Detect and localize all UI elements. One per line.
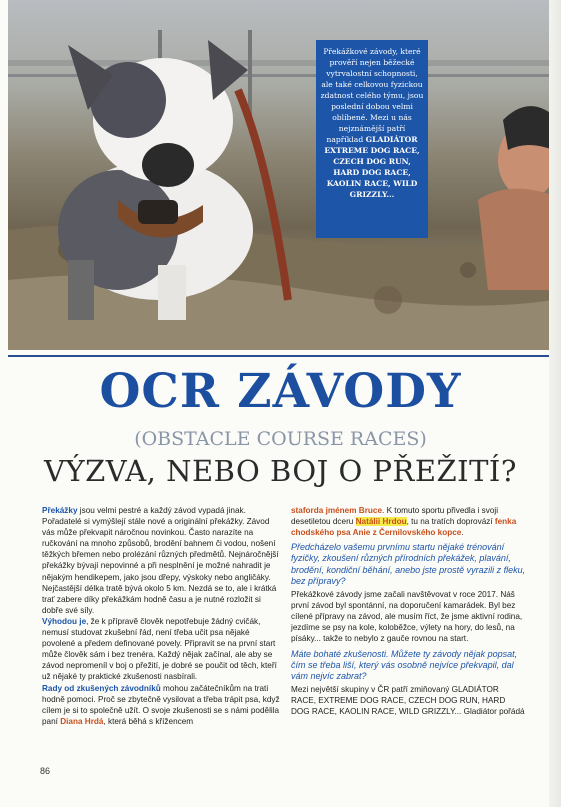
infobox — [316, 40, 428, 238]
paragraph-advantage — [42, 616, 282, 683]
question-1: Předcházelo vašemu prvnímu startu nějaké trénování fyzičky, zkoušení různých přírodních překážek, plavání, brodění, kondiční běhání, anebo jste prostě vyrazili z fleku, bez přípravy? — [291, 542, 526, 586]
lead-obstacles: Překážky — [42, 506, 78, 515]
lead-advice: Rady od zkušených závodníků — [42, 683, 161, 693]
paragraph-obstacles — [42, 505, 282, 616]
name-natalie: Natálii Hrdou — [355, 517, 407, 527]
page-number: 86 — [40, 766, 51, 776]
text-obstacles: jsou velmi pestré a každý závod vypadá jinak. Pořadatelé si vymýšlejí stále nové a originální překážky. Závod vás může překvapit náročnou novinkou. Často narazíte na ručkování na mnoho způsobů, brodění bahnem či vodou, nošení těžkých břemen nebo prolézání různých předmětů. Nejnáročnější překážky bývají nepovinné a při nesplnění je možné nahradit je nějakým hendikepem, jako jsou dřepy, výskoky nebo angličáky. Nejčastější délka tratě bývá okolo 5 km. Nezdá se to, ale i krátká trať zabere díky překážkám hodně času a je nutné rozložit si dobře své síly. — [42, 506, 279, 615]
text-bruce: . K tomuto sportu přivedla i svoji desetiletou dceru — [291, 506, 499, 527]
answer-2: Mezi největší skupiny v ČR patří zmiňovaný GLADIÁTOR RACE, EXTREME DOG RACE, CZECH DOG RUN, HARD DOG RACE, KAOLIN RACE, WILD GRIZZLY... Gladiátor pořádá — [291, 685, 525, 717]
text-column-right — [291, 505, 526, 717]
dog-photo — [8, 0, 553, 350]
article-subtitle: (OBSTACLE COURSE RACES) — [134, 428, 427, 450]
article-question-headline: VÝZVA, NEBO BOJ O PŘEŽITÍ? — [44, 454, 517, 488]
dog-photo-illustration — [8, 0, 553, 350]
text-advice: mohou začátečníkům na trati hodně pomoci. Proč se zbytečně vysilovat a třeba trápit psa, když cílem je si to společně užít. O svoje zkušenosti se s námi podělila paní — [42, 683, 280, 726]
text-bruce-2: , tu na tratích doprovází — [406, 517, 495, 527]
paragraph-bruce — [291, 505, 526, 538]
answer-1: Překážkové závody jsme začali navštěvovat v roce 2017. Náš první závod byl spontánní, na doporučení kamarádek. Byl bez cílené přípravy na závod, ale musím říct, že jsme aktivní rodina, jezdíme se psy na kole, koloběžce, výlety na hory, do lesů, na písáky... takže to nebylo z gauče rovnou na start. — [291, 590, 523, 644]
article-title: OCR ZÁVODY — [99, 364, 462, 419]
divider-rule — [8, 355, 553, 357]
lead-advantage: Výhodou je — [42, 616, 87, 626]
name-bruce: staforda jménem Bruce — [291, 506, 383, 515]
text-advice-end: , která běhá s křížencem — [103, 716, 194, 726]
page-edge — [549, 0, 561, 807]
question-2: Máte bohaté zkušenosti. Můžete ty závody nějak popsat, čím se třeba liší, který vás osobně nejvíce překvapil, dal vám nejvíc zabrat? — [291, 648, 518, 681]
name-diana: Diana Hrdá — [60, 716, 104, 726]
paragraph-advice — [42, 683, 282, 727]
text-advantage: , že k přípravě člověk nepotřebuje žádný cvičák, nemusí studovat zkušební řád, není třeba učit psa nějaké povolené a předem definované povely. Připravit se na první start může člověk sám i bez trenéra. Každý nějak začínal, ale aby se závod nepromeníl v boj o přežití, je dobré se poučit od těch, kteří už nějaké ty praktické zkušenosti nasbírali. — [42, 616, 277, 682]
text-bruce-end: . — [461, 528, 464, 538]
text-column-left — [42, 505, 282, 727]
name-anie: fenka chodského psa Anie z Černilovského kopce — [291, 517, 517, 538]
infobox-text: Překážkové závody, které prověří nejen běžecké vytrvalostní schopnosti, ale také celkovou fyzickou zdatnost celého týmu, jsou poslední dobou velmi oblíbené. Mezi u nás nejznámější patří například — [320, 47, 424, 144]
infobox-races: GLADIÁTOR EXTREME DOG RACE, CZECH DOG RUN, HARD DOG RACE, KAOLIN RACE, WILD GRIZZLY... — [324, 135, 420, 199]
